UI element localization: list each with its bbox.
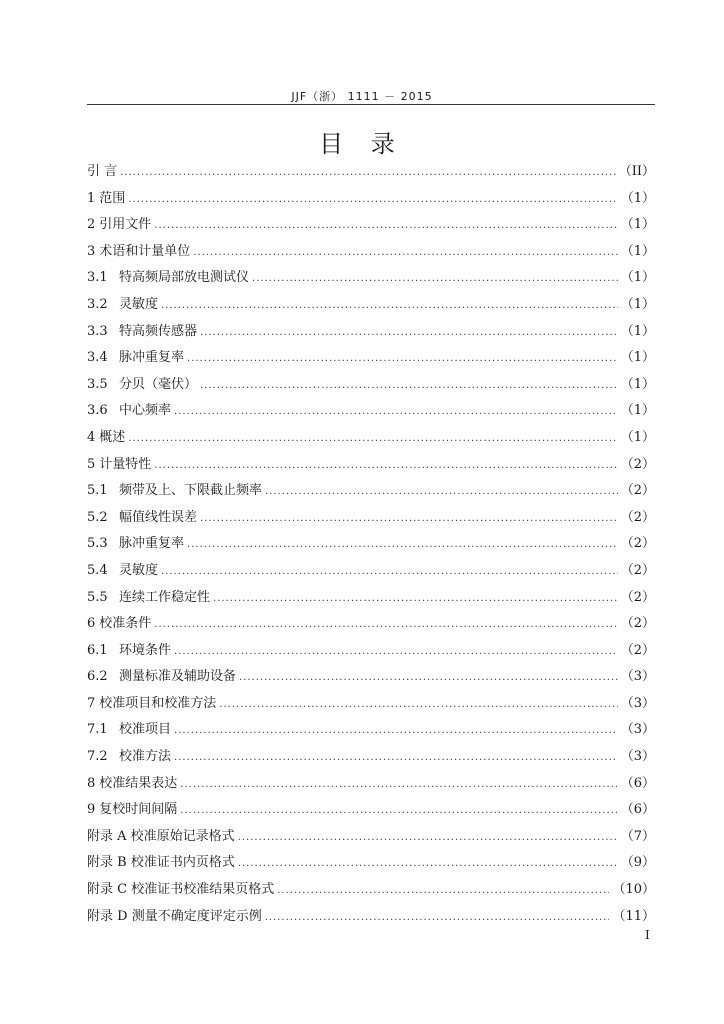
toc-entry[interactable]: [87, 718, 655, 745]
toc-entry[interactable]: [87, 373, 655, 400]
toc-entry-number: 6.1: [87, 642, 108, 658]
toc-leader-dots: [154, 619, 617, 630]
toc-entry[interactable]: [87, 266, 655, 293]
toc-entry-label: 脉冲重复率: [119, 350, 185, 366]
toc-entry-label: 校准结果表达: [99, 775, 178, 791]
toc-entry-number: 2: [87, 217, 96, 233]
toc-leader-dots: [120, 167, 616, 178]
toc-entry-label: 脉冲重复率: [119, 536, 185, 552]
toc-entry[interactable]: [87, 187, 655, 214]
toc-entry-number: 5.5: [87, 589, 108, 605]
toc-entry-page: （2）: [620, 509, 655, 525]
toc-entry-number: 4: [87, 429, 96, 445]
toc-entry[interactable]: [87, 426, 655, 453]
toc-entry-label: 附录 A 校准原始记录格式: [87, 828, 235, 844]
toc-entry[interactable]: [87, 160, 655, 187]
toc-leader-dots: [239, 672, 618, 683]
toc-leader-dots: [128, 194, 617, 205]
toc-entry-page: （II）: [618, 164, 655, 179]
toc-entry[interactable]: [87, 825, 655, 852]
toc-entry-label: 测量标准及辅助设备: [119, 669, 237, 685]
toc-entry-label: 校准项目: [119, 722, 172, 738]
table-of-contents: [87, 160, 655, 931]
toc-entry-number: 3.6: [87, 403, 108, 419]
toc-leader-dots: [174, 406, 618, 417]
toc-entry-label: 计量特性: [99, 456, 152, 472]
toc-entry-number: 1: [87, 190, 96, 206]
toc-leader-dots: [200, 327, 618, 338]
toc-entry-page: （2）: [620, 589, 655, 605]
toc-entry[interactable]: [87, 399, 655, 426]
toc-entry[interactable]: [87, 772, 655, 799]
toc-leader-dots: [180, 805, 617, 816]
toc-leader-dots: [265, 912, 610, 923]
toc-entry-number: 5.3: [87, 536, 108, 552]
toc-leader-dots: [200, 513, 618, 524]
toc-entry-page: （1）: [620, 270, 655, 286]
toc-leader-dots: [200, 380, 618, 391]
toc-entry[interactable]: [87, 905, 655, 932]
toc-entry-label: 中心频率: [119, 403, 172, 419]
toc-entry-label: 分贝（毫伏）: [119, 376, 198, 392]
toc-entry-page: （1）: [620, 429, 655, 445]
toc-entry-number: 9: [87, 802, 96, 818]
toc-entry-label: 概述: [99, 429, 126, 445]
toc-entry-page: （2）: [620, 642, 655, 658]
toc-leader-dots: [213, 593, 618, 604]
toc-entry-page: （6）: [620, 802, 655, 818]
document-header: JJF（浙） 1111 － 2015: [291, 90, 433, 103]
toc-entry-label: 连续工作稳定性: [119, 589, 211, 605]
toc-leader-dots: [277, 885, 609, 896]
toc-entry-label: 复校时间间隔: [99, 802, 178, 818]
toc-entry-number: 3.2: [87, 296, 108, 312]
toc-entry[interactable]: [87, 506, 655, 533]
toc-entry-label: 附录 B 校准证书内页格式: [87, 855, 235, 871]
toc-entry-page: （3）: [620, 722, 655, 738]
toc-entry-label: 灵敏度: [119, 562, 159, 578]
toc-leader-dots: [265, 486, 618, 497]
toc-entry-page: （10）: [612, 882, 655, 898]
toc-entry-number: 5.1: [87, 483, 108, 499]
toc-entry-page: （3）: [620, 669, 655, 685]
toc-entry[interactable]: [87, 692, 655, 719]
toc-entry-label: 引用文件: [99, 217, 152, 233]
toc-leader-dots: [174, 725, 618, 736]
toc-entry[interactable]: [87, 612, 655, 639]
toc-entry-number: 8: [87, 775, 96, 791]
toc-entry[interactable]: [87, 479, 655, 506]
toc-entry-label: 术语和计量单位: [99, 243, 191, 259]
toc-entry-number: 6: [87, 616, 96, 632]
toc-entry-label: 范围: [99, 190, 126, 206]
toc-entry[interactable]: [87, 639, 655, 666]
toc-entry[interactable]: [87, 851, 655, 878]
toc-entry-page: （1）: [620, 190, 655, 206]
toc-entry-page: （3）: [620, 695, 655, 711]
toc-entry-number: 7.2: [87, 749, 108, 765]
toc-entry-number: 7.1: [87, 722, 108, 738]
toc-entry[interactable]: [87, 453, 655, 480]
toc-entry-page: （2）: [620, 562, 655, 578]
toc-entry[interactable]: [87, 586, 655, 613]
toc-leader-dots: [252, 273, 618, 284]
toc-entry-page: （7）: [620, 828, 655, 844]
toc-entry-label: 灵敏度: [119, 296, 159, 312]
toc-entry-label: 频带及上、下限截止频率: [119, 483, 263, 499]
toc-entry-label: 引 言: [87, 164, 118, 179]
toc-leader-dots: [174, 646, 618, 657]
toc-entry[interactable]: [87, 878, 655, 905]
toc-entry-number: 3.1: [87, 270, 108, 286]
toc-entry-number: 5.2: [87, 509, 108, 525]
toc-entry[interactable]: [87, 532, 655, 559]
toc-leader-dots: [180, 779, 617, 790]
toc-entry-page: （1）: [620, 350, 655, 366]
header-rule: [87, 104, 655, 105]
toc-entry[interactable]: [87, 293, 655, 320]
toc-entry-number: 7: [87, 695, 96, 711]
toc-leader-dots: [128, 433, 617, 444]
toc-entry-page: （2）: [620, 616, 655, 632]
toc-entry-page: （1）: [620, 296, 655, 312]
toc-leader-dots: [161, 566, 618, 577]
toc-entry[interactable]: [87, 665, 655, 692]
toc-entry-page: （1）: [620, 376, 655, 392]
toc-entry[interactable]: [87, 320, 655, 347]
page-number: I: [645, 928, 650, 942]
toc-entry-page: （3）: [620, 749, 655, 765]
toc-entry-page: （2）: [620, 456, 655, 472]
toc-entry-number: 3.4: [87, 350, 108, 366]
toc-entry-label: 校准方法: [119, 749, 172, 765]
toc-leader-dots: [161, 300, 618, 311]
toc-leader-dots: [238, 832, 618, 843]
toc-entry-page: （2）: [620, 536, 655, 552]
toc-entry-page: （6）: [620, 775, 655, 791]
toc-entry-number: 5: [87, 456, 96, 472]
toc-leader-dots: [238, 858, 618, 869]
toc-entry[interactable]: [87, 798, 655, 825]
toc-entry-number: 3: [87, 243, 96, 259]
toc-entry[interactable]: [87, 745, 655, 772]
toc-entry-page: （9）: [620, 855, 655, 871]
toc-leader-dots: [193, 247, 617, 258]
toc-entry-label: 环境条件: [119, 642, 172, 658]
toc-leader-dots: [174, 752, 618, 763]
toc-leader-dots: [187, 539, 618, 550]
toc-entry[interactable]: [87, 559, 655, 586]
toc-entry-number: 5.4: [87, 562, 108, 578]
toc-entry-label: 附录 D 测量不确定度评定示例: [87, 908, 262, 924]
toc-entry-page: （11）: [612, 908, 655, 924]
page-title: 目 录: [319, 130, 405, 158]
toc-entry-page: （1）: [620, 323, 655, 339]
toc-entry-label: 附录 C 校准证书校准结果页格式: [87, 882, 275, 898]
toc-entry-page: （1）: [620, 243, 655, 259]
toc-entry-label: 特高频传感器: [119, 323, 198, 339]
toc-entry[interactable]: [87, 346, 655, 373]
toc-leader-dots: [187, 353, 618, 364]
toc-entry-label: 校准项目和校准方法: [99, 695, 217, 711]
toc-entry-label: 特高频局部放电测试仪: [119, 270, 250, 286]
toc-entry-page: （1）: [620, 403, 655, 419]
toc-leader-dots: [219, 699, 617, 710]
toc-leader-dots: [154, 460, 617, 471]
toc-entry-label: 幅值线性误差: [119, 509, 198, 525]
toc-entry-page: （1）: [620, 217, 655, 233]
toc-entry-number: 6.2: [87, 669, 108, 685]
toc-entry[interactable]: [87, 240, 655, 267]
toc-entry-number: 3.5: [87, 376, 108, 392]
toc-leader-dots: [154, 220, 617, 231]
toc-entry-page: （2）: [620, 483, 655, 499]
toc-entry-label: 校准条件: [99, 616, 152, 632]
toc-entry[interactable]: [87, 213, 655, 240]
toc-entry-number: 3.3: [87, 323, 108, 339]
